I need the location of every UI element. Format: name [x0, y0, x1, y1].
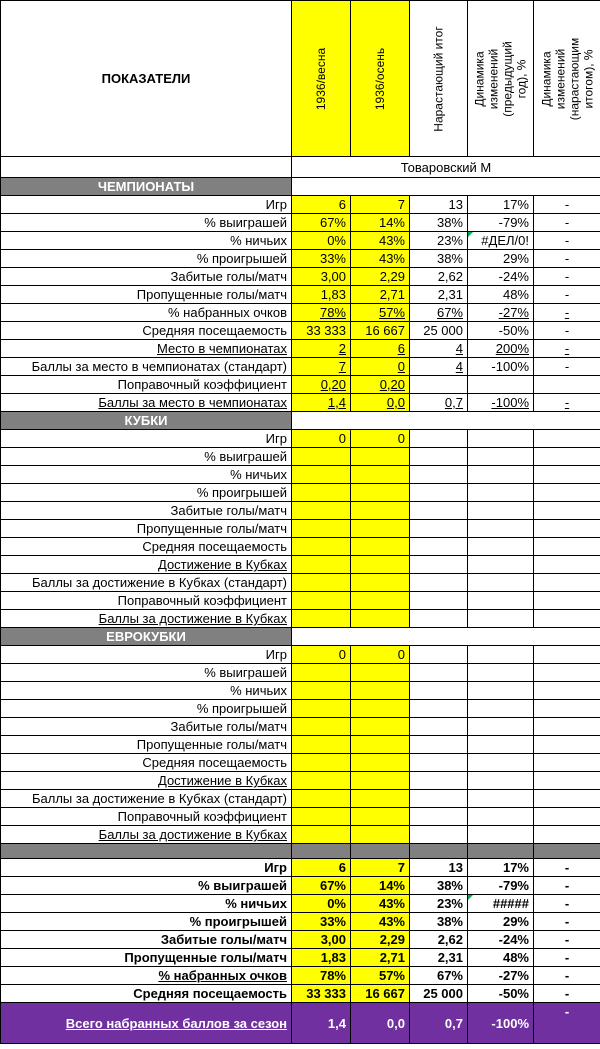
table-row [1, 610, 600, 628]
table-row [1, 808, 600, 826]
row-label: % ничьих [230, 683, 287, 698]
row-label: Забитые голы/матч [170, 719, 287, 734]
header-col-dynamics-prev: Динамика изменений (предыдущий год), % [472, 40, 529, 117]
row-value-dynamics: -50% [498, 323, 529, 338]
row-label: Забитые голы/матч [160, 932, 287, 947]
row-value-spring: 0% [327, 896, 346, 911]
row-label: Средняя посещаемость [142, 323, 287, 338]
row-value-autumn: 43% [378, 914, 405, 929]
table-row [1, 520, 600, 538]
table-row [1, 700, 600, 718]
row-value-dynamics-cum: - [564, 950, 570, 965]
row-value-dynamics-cum: - [564, 233, 570, 248]
row-value-autumn: 43% [378, 896, 405, 911]
section-cups-title: КУБКИ [1, 412, 292, 430]
row-value-dynamics: -24% [498, 932, 529, 947]
table-row [1, 895, 600, 913]
table-row [1, 574, 600, 592]
row-label: Баллы за достижение в Кубках [98, 611, 287, 626]
row-value-autumn: 57% [378, 305, 405, 320]
row-value-spring: 67% [319, 878, 346, 893]
row-value-dynamics-cum: - [564, 968, 570, 983]
row-value-total: 67% [436, 305, 463, 320]
table-row [1, 949, 600, 967]
season-total-row [1, 1003, 600, 1044]
table-row [1, 196, 600, 214]
row-value-spring: 0 [338, 431, 346, 446]
row-value-dynamics-cum: - [564, 269, 570, 284]
table-row [1, 286, 600, 304]
row-value-dynamics: 29% [502, 251, 529, 266]
row-label: % набранных очков [168, 305, 287, 320]
row-value-spring: 0,20 [320, 377, 346, 392]
row-label: % ничьих [230, 233, 287, 248]
table-row [1, 322, 600, 340]
row-value-spring: 0 [338, 647, 346, 662]
row-value-dynamics-cum: - [564, 215, 570, 230]
row-value-total: 13 [448, 860, 463, 875]
row-value-autumn: 16 667 [365, 323, 405, 338]
row-label: Забитые голы/матч [170, 269, 287, 284]
row-label: Игр [265, 197, 287, 212]
row-value-autumn: 0 [397, 431, 405, 446]
row-value-spring: 33 333 [306, 986, 346, 1001]
row-value-dynamics: ##### [492, 896, 529, 911]
row-label: % проигрышей [189, 914, 287, 929]
row-label: Игр [265, 647, 287, 662]
row-value-autumn: 43% [378, 251, 405, 266]
table-row [1, 772, 600, 790]
row-label: % выиграшей [204, 215, 287, 230]
row-value-total: 38% [436, 914, 463, 929]
section-euro-title: ЕВРОКУБКИ [1, 628, 292, 646]
row-value-dynamics-cum: - [564, 251, 570, 266]
row-value-dynamics-cum: - [564, 341, 570, 356]
row-value-spring: 3,00 [320, 932, 346, 947]
row-value-spring: 1,83 [320, 287, 346, 302]
row-value-dynamics: 17% [502, 197, 529, 212]
table-row [1, 538, 600, 556]
section-euro [1, 628, 600, 646]
row-value-autumn: 2,71 [379, 287, 405, 302]
table-row [1, 376, 600, 394]
row-value-total: 38% [436, 215, 463, 230]
row-label: % выиграшей [198, 878, 287, 893]
section-champ [1, 178, 600, 196]
row-value-autumn: 14% [378, 215, 405, 230]
table-row [1, 592, 600, 610]
row-label: Поправочный коэффициент [117, 593, 287, 608]
row-label: Баллы за достижение в Кубках (стандарт) [31, 575, 287, 590]
row-value-spring: 7 [338, 359, 346, 374]
row-label: % набранных очков [158, 968, 287, 983]
season-total-label: Всего набранных баллов за сезон [65, 1015, 287, 1031]
person-name: Товаровский М [292, 157, 600, 178]
row-value-dynamics-cum: - [564, 197, 570, 212]
row-value-spring: 33% [319, 251, 346, 266]
spacer-row [1, 844, 600, 859]
table-row [1, 430, 600, 448]
table-row [1, 718, 600, 736]
row-value-dynamics: -50% [498, 986, 529, 1001]
row-value-spring: 67% [319, 215, 346, 230]
row-label: Забитые голы/матч [170, 503, 287, 518]
row-value-dynamics-cum: - [564, 860, 570, 875]
table-row [1, 556, 600, 574]
row-label: % ничьих [230, 467, 287, 482]
row-label: Достижение в Кубках [158, 773, 287, 788]
row-value-dynamics-cum: - [564, 287, 570, 302]
header-col-spring: 1936/весна [314, 47, 328, 110]
row-value-autumn: 2,29 [379, 932, 405, 947]
season-total-total: 0,7 [410, 1003, 468, 1044]
row-value-autumn: 14% [378, 878, 405, 893]
table-row [1, 358, 600, 376]
row-value-dynamics: 48% [502, 287, 529, 302]
row-label: % выиграшей [204, 665, 287, 680]
row-label: Пропущенные голы/матч [136, 737, 287, 752]
row-value-dynamics: -24% [498, 269, 529, 284]
row-value-dynamics-cum: - [564, 986, 570, 1001]
row-value-dynamics: 17% [502, 860, 529, 875]
table-row [1, 466, 600, 484]
header-row [1, 1, 600, 157]
season-total-dyn2: - [534, 1003, 600, 1044]
row-value-dynamics: 48% [502, 950, 529, 965]
row-value-spring: 78% [319, 968, 346, 983]
row-label: % проигрышей [196, 701, 287, 716]
table-row [1, 826, 600, 844]
row-value-dynamics-cum: - [564, 896, 570, 911]
table-row [1, 214, 600, 232]
person-row [1, 157, 600, 178]
row-label: Средняя посещаемость [142, 539, 287, 554]
row-value-dynamics: -100% [491, 359, 529, 374]
row-label: Поправочный коэффициент [117, 809, 287, 824]
row-value-total: 23% [436, 896, 463, 911]
row-value-autumn: 0 [397, 359, 405, 374]
row-label: Поправочный коэффициент [117, 377, 287, 392]
season-total-dyn: -100% [468, 1003, 534, 1044]
row-value-total: 25 000 [423, 323, 463, 338]
row-label: Средняя посещаемость [142, 755, 287, 770]
row-label: Баллы за место в чемпионатах [98, 395, 287, 410]
row-value-dynamics: -79% [498, 878, 529, 893]
row-value-autumn: 0,0 [386, 395, 405, 410]
row-value-autumn: 6 [397, 341, 405, 356]
row-value-dynamics: 29% [502, 914, 529, 929]
table-row [1, 664, 600, 682]
row-label: Пропущенные голы/матч [124, 950, 287, 965]
row-value-dynamics: -27% [498, 305, 529, 320]
table-row [1, 340, 600, 358]
row-value-spring: 6 [338, 860, 346, 875]
row-value-dynamics: 200% [495, 341, 529, 356]
table-row [1, 682, 600, 700]
table-row [1, 304, 600, 322]
row-value-total: 13 [448, 197, 463, 212]
row-label: % проигрышей [196, 251, 287, 266]
row-value-total: 2,62 [437, 932, 463, 947]
row-label: Пропущенные голы/матч [136, 287, 287, 302]
table-row [1, 985, 600, 1003]
row-value-dynamics-cum: - [564, 932, 570, 947]
row-value-dynamics: #ДЕЛ/0! [481, 233, 529, 248]
row-value-total: 0,7 [444, 395, 463, 410]
row-value-autumn: 7 [397, 860, 405, 875]
table-row [1, 913, 600, 931]
row-value-autumn: 16 667 [365, 986, 405, 1001]
table-row [1, 646, 600, 664]
section-cups [1, 412, 600, 430]
row-value-spring: 0% [327, 233, 346, 248]
table-row [1, 790, 600, 808]
row-value-total: 38% [436, 251, 463, 266]
table-row [1, 967, 600, 985]
table-row [1, 394, 600, 412]
table-row [1, 484, 600, 502]
row-label: % выиграшей [204, 449, 287, 464]
row-value-autumn: 0,20 [379, 377, 405, 392]
season-total-v1: 1,4 [292, 1003, 351, 1044]
row-label: Баллы за достижение в Кубках (стандарт) [31, 791, 287, 806]
table-row [1, 448, 600, 466]
header-col-dynamics-cum: Динамика изменений (нарастающим итогом), % [539, 37, 596, 120]
header-col-total: Нарастающий итог [431, 25, 446, 132]
row-value-total: 38% [436, 878, 463, 893]
row-value-dynamics-cum: - [564, 914, 570, 929]
table-row [1, 931, 600, 949]
row-label: Достижение в Кубках [158, 557, 287, 572]
row-value-dynamics-cum: - [564, 323, 570, 338]
row-value-spring: 1,83 [320, 950, 346, 965]
table-row [1, 268, 600, 286]
table-row [1, 859, 600, 877]
row-label: Баллы за достижение в Кубках [98, 827, 287, 842]
row-value-spring: 33% [319, 914, 346, 929]
row-value-spring: 3,00 [320, 269, 346, 284]
row-value-dynamics: -79% [498, 215, 529, 230]
row-label: % проигрышей [196, 485, 287, 500]
row-label: Игр [264, 860, 287, 875]
row-label: Место в чемпионатах [156, 341, 287, 356]
row-value-spring: 6 [338, 197, 346, 212]
row-value-autumn: 57% [378, 968, 405, 983]
row-value-total: 2,31 [437, 950, 463, 965]
row-value-total: 4 [455, 359, 463, 374]
table-row [1, 250, 600, 268]
table-row [1, 877, 600, 895]
row-label: Средняя посещаемость [133, 986, 287, 1001]
row-value-total: 4 [455, 341, 463, 356]
row-label: Игр [265, 431, 287, 446]
table-row [1, 232, 600, 250]
row-value-dynamics: -27% [498, 968, 529, 983]
row-value-dynamics-cum: - [564, 359, 570, 374]
row-value-total: 2,62 [437, 269, 463, 284]
row-value-total: 2,31 [437, 287, 463, 302]
row-value-spring: 1,4 [327, 395, 346, 410]
table-row [1, 502, 600, 520]
row-value-autumn: 0 [397, 647, 405, 662]
row-value-autumn: 2,29 [379, 269, 405, 284]
row-label: Баллы за место в чемпионатах (стандарт) [31, 359, 287, 374]
row-value-total: 23% [436, 233, 463, 248]
table-row [1, 736, 600, 754]
row-value-total: 25 000 [423, 986, 463, 1001]
row-value-autumn: 43% [378, 233, 405, 248]
season-total-v2: 0,0 [351, 1003, 410, 1044]
row-value-autumn: 7 [397, 197, 405, 212]
row-value-autumn: 2,71 [379, 950, 405, 965]
row-value-total: 67% [436, 968, 463, 983]
section-champ-title: ЧЕМПИОНАТЫ [1, 178, 292, 196]
row-label: Пропущенные голы/матч [136, 521, 287, 536]
header-title: ПОКАЗАТЕЛИ [1, 1, 292, 157]
row-value-spring: 78% [319, 305, 346, 320]
row-label: % ничьих [225, 896, 287, 911]
row-value-spring: 33 333 [306, 323, 346, 338]
row-value-spring: 2 [338, 341, 346, 356]
row-value-dynamics-cum: - [564, 878, 570, 893]
row-value-dynamics-cum: - [564, 395, 570, 410]
table-row [1, 754, 600, 772]
row-value-dynamics-cum: - [564, 305, 570, 320]
header-col-autumn: 1936/осень [373, 47, 388, 110]
row-value-dynamics: -100% [491, 395, 529, 410]
